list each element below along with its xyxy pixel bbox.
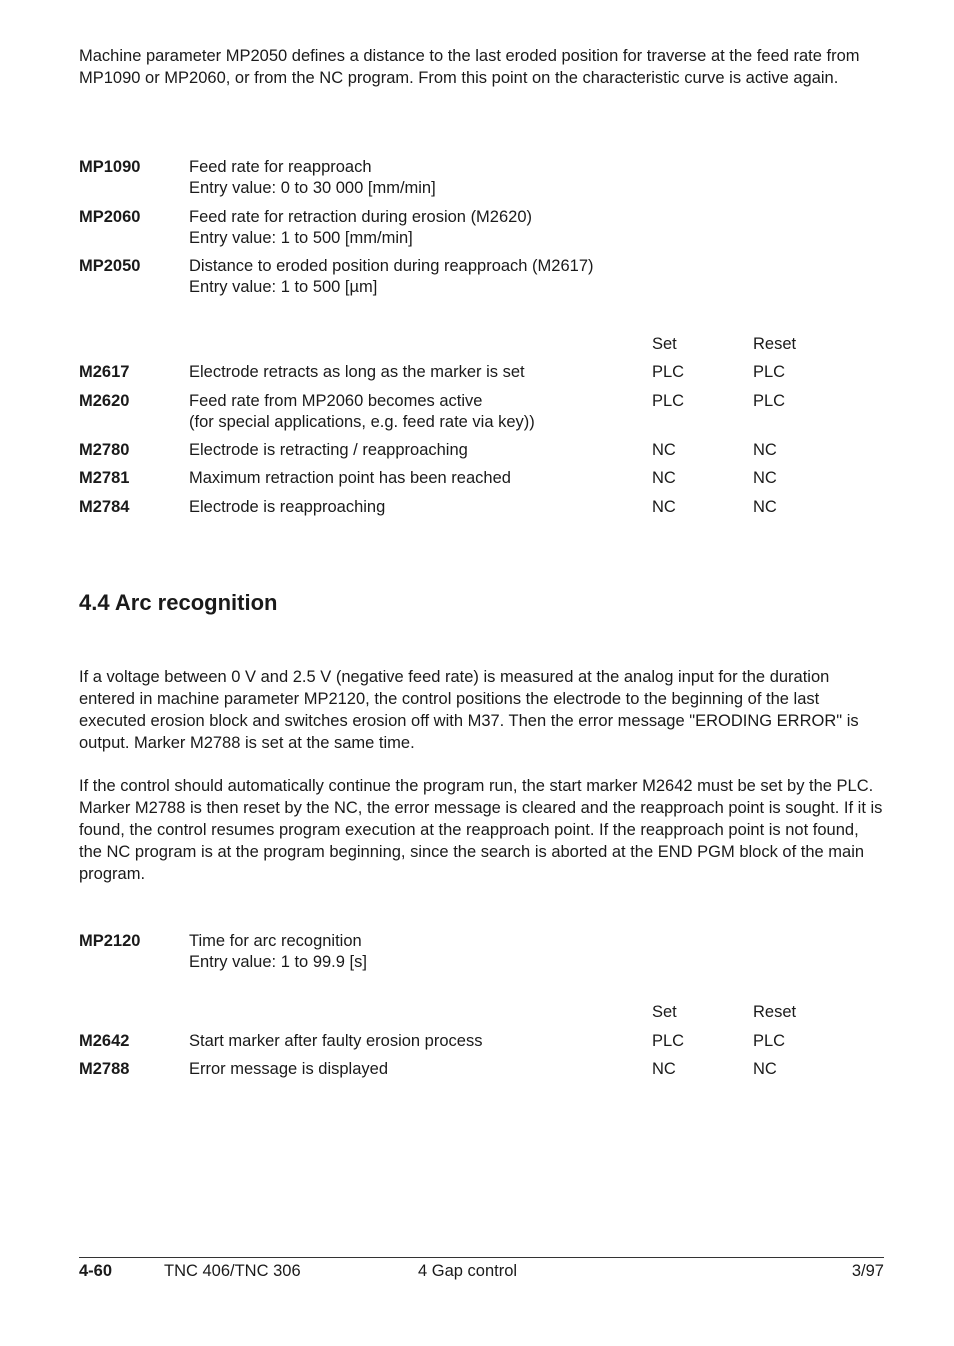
param-description: Distance to eroded position during reapproach (M2617) Entry value: 1 to 500 [µm] xyxy=(189,257,594,296)
footer-divider xyxy=(79,1257,884,1258)
marker-reset: PLC xyxy=(753,363,786,381)
marker-description: Start marker after faulty erosion process xyxy=(189,1032,483,1050)
marker-table-header xyxy=(79,1002,884,1024)
marker-description: Feed rate from MP2060 becomes active (for special applications, e.g. feed rate via key)) xyxy=(189,392,535,431)
marker-row xyxy=(79,362,884,384)
param-row xyxy=(79,157,884,197)
marker-reset: PLC xyxy=(753,1032,786,1050)
param-description: Feed rate for retraction during erosion (M2620) Entry value: 1 to 500 [mm/min] xyxy=(189,208,533,247)
marker-code: M2642 xyxy=(79,1032,130,1050)
set-column-header: Set xyxy=(652,1003,677,1021)
marker-row xyxy=(79,468,884,490)
marker-description: Electrode is retracting / reapproaching xyxy=(189,441,468,459)
marker-row xyxy=(79,440,884,462)
edition-date: 3/97 xyxy=(851,1262,884,1280)
param-code: MP2120 xyxy=(79,932,141,950)
param-row xyxy=(79,931,884,971)
reset-column-header: Reset xyxy=(753,1003,797,1021)
marker-reset: NC xyxy=(753,469,777,487)
marker-set: NC xyxy=(652,498,676,516)
marker-reset: NC xyxy=(753,1060,777,1078)
arc-paragraph-1: If a voltage between 0 V and 2.5 V (negative feed rate) is measured at the analog input for the duration entered in machine parameter MP2120, the control positions the electrode to the beginning of the last executed erosion block and switches erosion off with M37. Then the error message "ERODING ERROR" is output. Marker M2788 is set at the same time. xyxy=(79,668,859,752)
arc-paragraph-2: If the control should automatically continue the program run, the start marker M2642 must be set by the PLC. Marker M2788 is then reset by the NC, the error message is cleared and the reapproach point is sought. If it is found, the control resumes program execution at the reapproach point. If the reapproach point is not found, the NC program is at the program beginning, since the search is aborted at the END PGM block of the main program. xyxy=(79,777,883,883)
marker-description: Electrode is reapproaching xyxy=(189,498,386,516)
marker-set: PLC xyxy=(652,1032,685,1050)
marker-code: M2784 xyxy=(79,498,130,516)
marker-description: Error message is displayed xyxy=(189,1060,388,1078)
reset-column-header: Reset xyxy=(753,335,797,353)
marker-reset: NC xyxy=(753,498,777,516)
marker-code: M2781 xyxy=(79,469,130,487)
param-row xyxy=(79,207,884,247)
param-code: MP2060 xyxy=(79,208,141,226)
marker-description: Electrode retracts as long as the marker is set xyxy=(189,363,525,381)
marker-reset: PLC xyxy=(753,392,786,410)
marker-code: M2620 xyxy=(79,392,130,410)
product-name: TNC 406/TNC 306 xyxy=(164,1262,301,1280)
param-description: Time for arc recognition Entry value: 1 to 99.9 [s] xyxy=(189,932,367,971)
marker-reset: NC xyxy=(753,441,777,459)
set-column-header: Set xyxy=(652,335,677,353)
marker-row xyxy=(79,1059,884,1081)
marker-row xyxy=(79,391,884,431)
chapter-title: 4 Gap control xyxy=(418,1262,518,1280)
page-number: 4-60 xyxy=(79,1262,113,1280)
param-code: MP2050 xyxy=(79,257,141,275)
marker-row xyxy=(79,1031,884,1053)
marker-set: NC xyxy=(652,469,676,487)
marker-code: M2788 xyxy=(79,1060,130,1078)
param-description: Feed rate for reapproach Entry value: 0 to 30 000 [mm/min] xyxy=(189,158,436,197)
param-code: MP1090 xyxy=(79,158,141,176)
intro-paragraph: Machine parameter MP2050 defines a distance to the last eroded position for traverse at the feed rate from MP1090 or MP2060, or from the NC program. From this point on the characteristic curve is active again. xyxy=(79,47,860,87)
marker-set: PLC xyxy=(652,392,685,410)
marker-code: M2780 xyxy=(79,441,130,459)
marker-set: NC xyxy=(652,1060,676,1078)
marker-row xyxy=(79,497,884,519)
marker-table-header xyxy=(79,334,884,356)
marker-code: M2617 xyxy=(79,363,130,381)
marker-set: NC xyxy=(652,441,676,459)
marker-set: PLC xyxy=(652,363,685,381)
param-row xyxy=(79,256,884,296)
marker-description: Maximum retraction point has been reached xyxy=(189,469,511,487)
section-heading: 4.4 Arc recognition xyxy=(79,590,278,615)
